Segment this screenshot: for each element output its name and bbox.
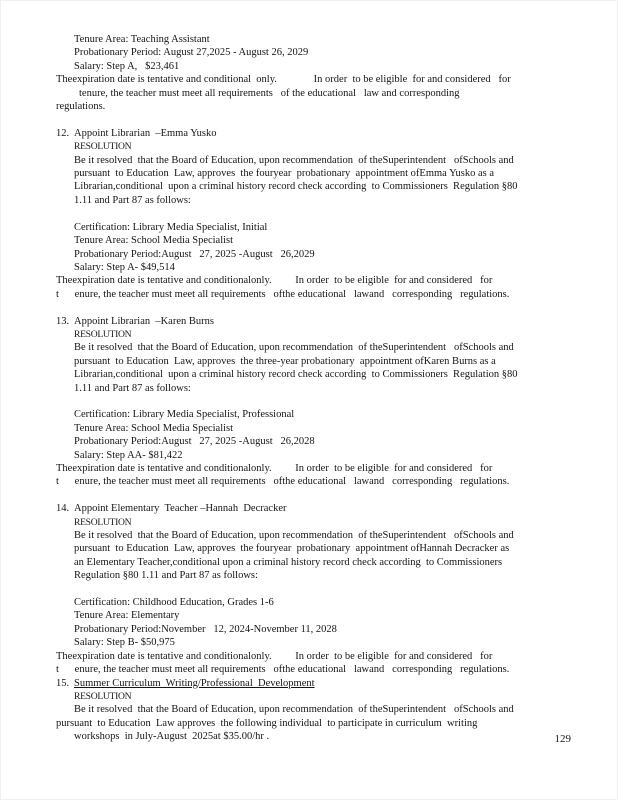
resolution-label: RESOLUTION [74,516,132,528]
text-line [0,609,618,622]
text-line [0,556,618,569]
text-line [0,140,618,153]
line-text: Tenure Area: School Media Specialist [74,235,234,247]
text-line [0,341,618,354]
line-text: Probationary Period:November 12, 2024-November 11, 2028 [74,623,337,635]
line-text: Tenure Area: Elementary [74,610,180,622]
line-text: Probationary Period:August 27, 2025 -August 26,2028 [74,436,315,448]
text-line [0,355,618,368]
text-line [0,475,618,488]
line-text: Regulation §80 1.11 and Part 87 as follows: [74,570,258,582]
blank-line [0,395,618,408]
line-text: 1.11 and Part 87 as follows: [74,194,191,206]
text-line [0,288,618,301]
text-line [0,274,618,287]
line-text: 1.11 and Part 87 as follows: [74,382,191,394]
list-item-line [0,502,618,515]
line-text: pursuant to Education Law approves the following individual to participate in curriculum writing [56,717,478,729]
line-text: regulations. [56,101,106,113]
text-line [0,569,618,582]
line-text: pursuant to Education Law, approves the fouryear probationary appointment ofEmma Yusko as a [74,168,494,180]
text-line [0,408,618,421]
text-line [0,100,618,113]
text-line [0,194,618,207]
line-text: Be it resolved that the Board of Education, upon recommendation of theSuperintendent ofSchools and [74,342,514,354]
line-text: Appoint Librarian –Emma Yusko [74,127,217,139]
text-line [0,180,618,193]
line-text: Be it resolved that the Board of Education, upon recommendation of theSuperintendent ofSchools and [74,154,514,166]
text-line [0,663,618,676]
line-text: Certification: Childhood Education, Grades 1-6 [74,597,274,609]
text-line [0,717,618,730]
item-number: 14. [56,503,72,515]
text-line [0,87,618,100]
line-text: Salary: Step A, $23,461 [74,60,180,72]
blank-line [0,113,618,126]
line-text: Librarian,conditional upon a criminal history record check according to Commissioners Regulation §80 [74,369,518,381]
text-line [0,623,618,636]
text-line [0,154,618,167]
text-line [0,167,618,180]
text-line [0,33,618,46]
text-line [0,382,618,395]
list-item-line [0,127,618,140]
text-line [0,516,618,529]
line-text: Tenure Area: School Media Specialist [74,422,234,434]
text-line [0,73,618,86]
blank-line [0,489,618,502]
blank-line [0,583,618,596]
text-line [0,248,618,261]
text-line [0,60,618,73]
text-line [0,690,618,703]
resolution-label: RESOLUTION [74,690,132,702]
text-line [0,636,618,649]
text-line [0,529,618,542]
line-text: pursuant to Education Law, approves the three-year probationary appointment ofKaren Burns as a [74,355,496,367]
line-text: Probationary Period:August 27, 2025 -August 26,2029 [74,248,315,260]
item-number: 13. [56,315,72,327]
line-text: Theexpiration date is tentative and conditionalonly. In order to be eligible for and considered for [56,463,493,474]
text-line [0,261,618,274]
line-text: Certification: Library Media Specialist, Initial [74,221,268,233]
list-item-line [0,677,618,690]
text-line [0,328,618,341]
line-text: Theexpiration date is tentative and conditionalonly. In order to be eligible for and considered for [56,650,493,662]
text-line [0,435,618,448]
text-line [0,422,618,435]
blank-line [0,301,618,314]
list-item-line [0,315,618,328]
line-text: t enure, the teacher must meet all requirements ofthe educational lawand corresponding regulations. [56,664,510,676]
line-text: Summer Curriculum Writing/Professional Development [74,677,315,689]
item-number: 15. [56,677,72,689]
resolution-label: RESOLUTION [74,141,132,153]
document-content [0,33,618,744]
line-text: pursuant to Education Law, approves the fouryear probationary appointment ofHannah Decracker as [74,543,510,555]
text-line [0,221,618,234]
line-text: Certification: Library Media Specialist, Professional [74,409,295,421]
line-text: Salary: Step AA- $81,422 [74,449,183,461]
page-number: 129 [554,733,571,745]
line-text: t enure, the teacher must meet all requirements ofthe educational lawand corresponding regulations. [56,476,510,488]
resolution-label: RESOLUTION [74,328,132,340]
line-text: Be it resolved that the Board of Education, upon recommendation of theSuperintendent ofSchools and [74,530,514,542]
line-text: Salary: Step B- $50,975 [74,637,175,649]
text-line [0,650,618,663]
text-line [0,368,618,381]
line-text: Theexpiration date is tentative and conditional only. In order to be eligible for and considered for [56,74,511,86]
line-text: Appoint Librarian –Karen Burns [74,315,214,327]
line-text: Appoint Elementary Teacher –Hannah Decracker [74,503,287,515]
line-text: workshops in July-August 2025at $35.00/hr . [74,731,270,743]
text-line [0,596,618,609]
line-text: t enure, the teacher must meet all requirements ofthe educational lawand corresponding regulations. [56,288,510,300]
line-text: Theexpiration date is tentative and conditionalonly. In order to be eligible for and considered for [56,275,493,287]
line-text: Be it resolved that the Board of Education, upon recommendation of theSuperintendent ofSchools and [74,704,514,716]
text-line [0,46,618,59]
text-line [0,462,618,475]
line-text: tenure, the teacher must meet all requirements of the educational law and corresponding [79,87,460,99]
line-text: an Elementary Teacher,conditional upon a criminal history record check according to Commissioners [74,556,503,568]
text-line [0,542,618,555]
blank-line [0,207,618,220]
line-text: Tenure Area: Teaching Assistant [74,34,210,45]
line-text: Salary: Step A- $49,514 [74,261,175,273]
text-line [0,730,618,743]
line-text: Librarian,conditional upon a criminal history record check according to Commissioners Regulation §80 [74,181,518,193]
text-line [0,234,618,247]
line-text: Probationary Period: August 27,2025 - August 26, 2029 [74,47,309,59]
item-number: 12. [56,127,72,139]
text-line [0,703,618,716]
text-line [0,449,618,462]
